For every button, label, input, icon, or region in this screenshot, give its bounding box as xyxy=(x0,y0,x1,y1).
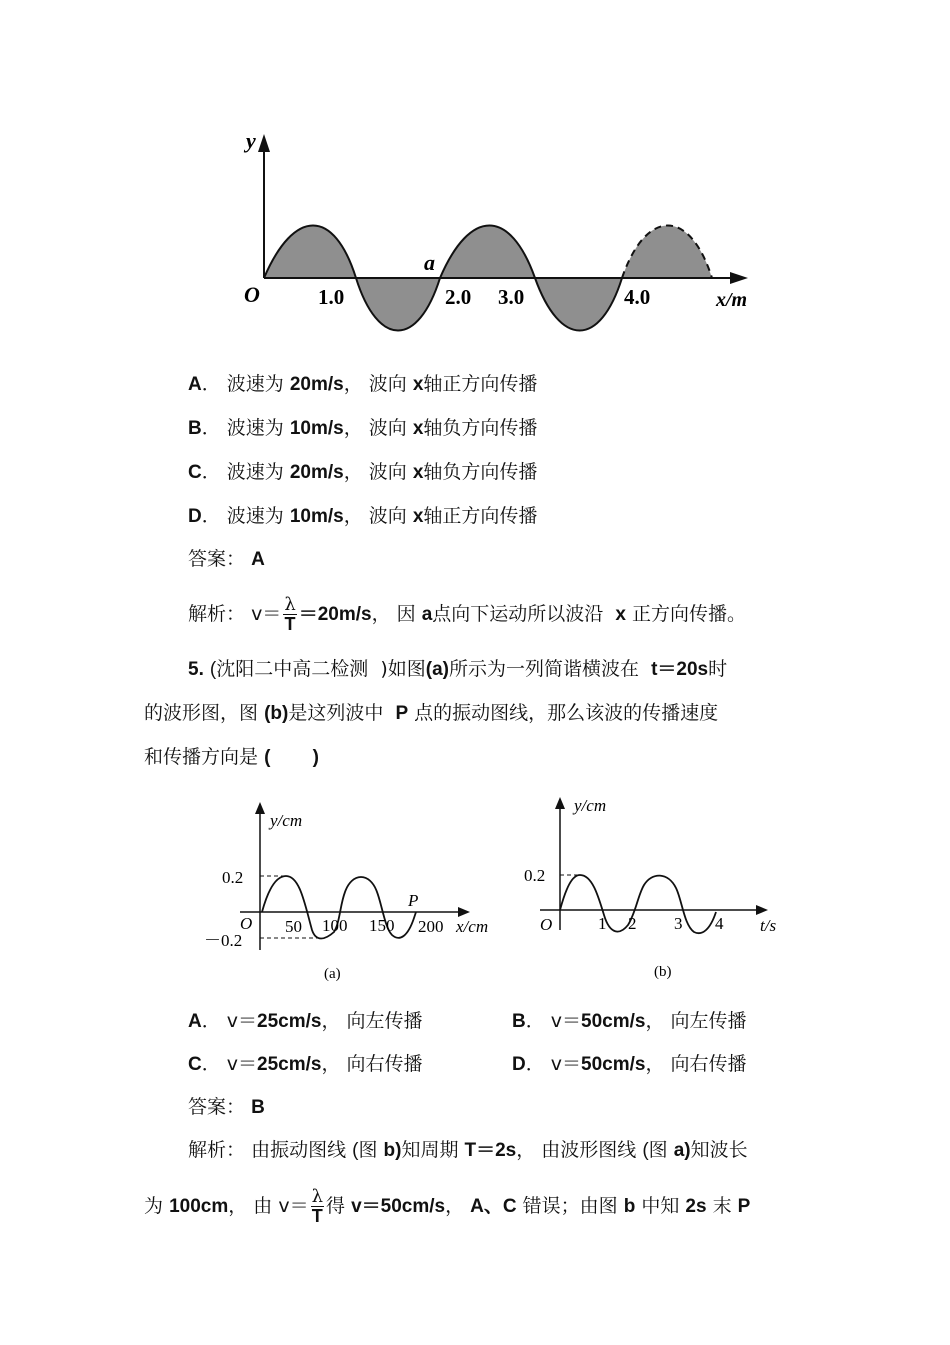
fig-a-x-arrow xyxy=(458,907,470,917)
fig-b-t-tick-3: 3 xyxy=(674,914,683,933)
fig-b-t-label: t/s xyxy=(760,916,777,935)
vibration-figure-b xyxy=(515,785,795,985)
fig-a-caption: (a) xyxy=(324,966,341,982)
x-tick-1: 1.0 xyxy=(318,285,345,309)
q4-option-d[interactable]: D． 波速为 10m/s， 波向 x轴正方向传播 xyxy=(188,505,538,527)
q5-option-a[interactable]: A． v＝25cm/s， 向左传播 xyxy=(188,1010,423,1032)
q4-option-b[interactable]: B． 波速为 10m/s， 波向 x轴负方向传播 xyxy=(188,417,538,439)
wave-figure-1 xyxy=(230,120,770,345)
q5-stem-line-3: 和传播方向是 ( ) xyxy=(144,746,319,768)
point-a-label: a xyxy=(424,250,435,275)
y-axis-arrow xyxy=(258,134,270,152)
q5-stem-line-2: 的波形图，图 (b)是这列波中 P 点的振动图线，那么该波的传播速度 xyxy=(144,702,719,724)
origin-label: O xyxy=(244,282,260,307)
fig-a-x-label: x/cm xyxy=(456,917,489,936)
fig-a-origin: O xyxy=(240,914,253,933)
fig-b-caption: (b) xyxy=(654,964,672,980)
x-axis-arrow xyxy=(730,272,748,284)
fig-b-t-tick-4: 4 xyxy=(715,914,724,933)
fig-b-origin: O xyxy=(540,915,553,934)
fig-a-y-label: y/cm xyxy=(270,811,303,830)
q4-answer: 答案： A xyxy=(188,548,265,570)
fig-a-x-tick-50: 50 xyxy=(285,917,302,936)
fig-b-y-arrow xyxy=(555,797,565,809)
q5-option-c[interactable]: C． v＝25cm/s， 向右传播 xyxy=(188,1053,423,1075)
x-tick-4: 4.0 xyxy=(624,285,651,309)
x-tick-2: 2.0 xyxy=(445,285,472,309)
q5-analysis-line-2: 为 100cm， 由 v＝ $\frac{\lambda}{T}$ 得 v＝50cm/s， A、C 错误；由图 b 中知 2s 末 P xyxy=(144,1186,751,1226)
lambda-over-t-fraction: $\frac{\lambda}{T}$ xyxy=(284,594,296,634)
fig-b-y-tick: 0.2 xyxy=(524,866,546,885)
y-axis-label: y xyxy=(246,128,256,153)
fig-a-y-tick-bottom: －0.2 xyxy=(204,931,243,950)
q4-option-a[interactable]: A． 波速为 20m/s， 波向 x轴正方向传播 xyxy=(188,373,538,395)
fig-a-point-p: P xyxy=(408,891,419,910)
x-axis-label: x/m xyxy=(716,289,748,311)
q5-option-b[interactable]: B． v＝50cm/s， 向左传播 xyxy=(512,1010,747,1032)
fig-b-wave xyxy=(560,875,716,933)
fig-a-x-tick-150: 150 xyxy=(369,916,395,935)
fig-b-t-tick-1: 1 xyxy=(598,914,607,933)
fig-b-x-arrow xyxy=(756,905,768,915)
wave-shade-dashed xyxy=(622,226,712,279)
fig-a-x-tick-100: 100 xyxy=(322,916,348,935)
q4-analysis: 解析： v＝ $\frac{\lambda}{T}$ ＝20m/s， 因 a点向下运动所以波沿 x 正方向传播。 xyxy=(188,594,747,634)
fig-b-y-label: y/cm xyxy=(574,796,607,815)
x-tick-3: 3.0 xyxy=(498,285,525,309)
fig-a-y-arrow xyxy=(255,802,265,814)
q5-analysis-line-1: 解析： 由振动图线 (图 b)知周期 T＝2s， 由波形图线 (图 a)知波长 xyxy=(188,1139,748,1161)
q5-answer: 答案： B xyxy=(188,1096,265,1118)
wave-figure-a xyxy=(200,790,510,990)
lambda-over-t-fraction-2: $\frac{\lambda}{T}$ xyxy=(311,1186,324,1226)
q5-option-d[interactable]: D． v＝50cm/s， 向右传播 xyxy=(512,1053,747,1075)
fig-a-y-tick-top: 0.2 xyxy=(222,868,244,887)
q4-option-c[interactable]: C． 波速为 20m/s， 波向 x轴负方向传播 xyxy=(188,461,538,483)
fig-b-t-tick-2: 2 xyxy=(628,914,637,933)
fig-a-x-tick-200: 200 xyxy=(418,917,444,936)
q5-stem-line-1: 5. (沈阳二中高二检测 )如图(a)所示为一列简谐横波在 t＝20s时 xyxy=(188,658,728,680)
